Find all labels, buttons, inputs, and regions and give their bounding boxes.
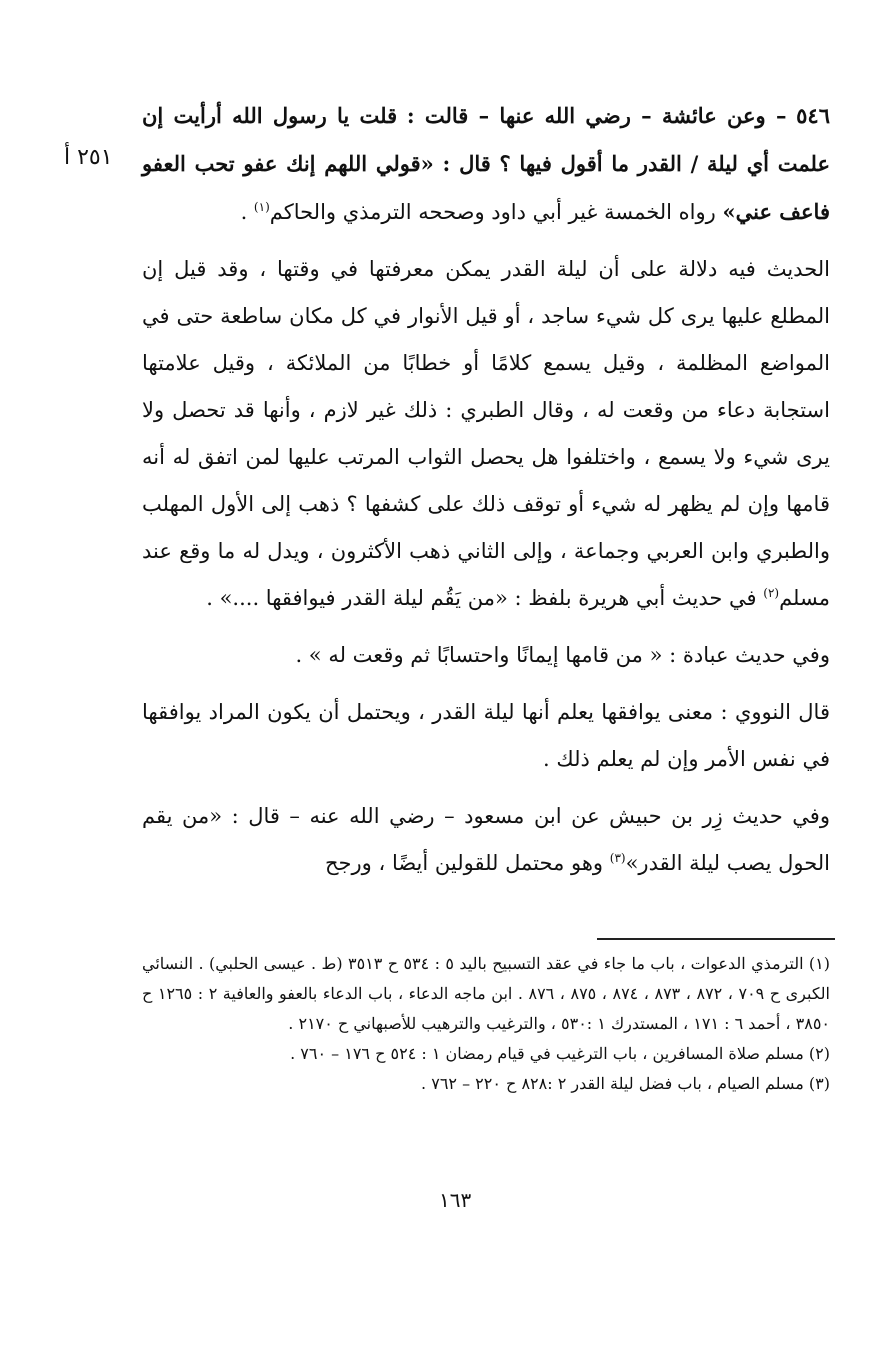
footnote-1: (١) الترمذي الدعوات ، باب ما جاء في عقد التسبيح باليد ٥ : ٥٣٤ ح ٣٥١٣ (ط . عيسى الحلبي) . النسائي الكبرى ح ٧٠٩ ، ٨٧٢ ، ٨٧٣ ، ٨٧٤ ، ٨٧٥ ، ٨٧٦ . ابن ماجه الدعاء ، باب الدعاء بالعفو والعافية ٢ : ١٢٦٥ ح ٣٨٥٠ ، أحمد ٦ : ١٧١ ، المستدرك ١ :٥٣٠ ، والترغيب والترهيب للأصبهاني ح ٢١٧٠ . <box>142 954 831 1033</box>
footnote-3: (٣) مسلم الصيام ، باب فضل ليلة القدر ٢ :٨٢٨ ح ٢٢٠ – ٧٦٢ . <box>421 1074 830 1093</box>
commentary-paragraph-1 <box>142 246 830 622</box>
footnote-marker-3: (٣) <box>609 851 626 865</box>
commentary-1-text: الحديث فيه دلالة على أن ليلة القدر يمكن معرفتها في وقتها ، وقد قيل إن المطلع عليها يرى كل شيء ساجد ، أو قيل الأنوار في كل مكان ساطعة حتى في المواضع المظلمة ، وقيل يسمع كلامًا أو خطابًا من الملائكة ، وقيل علامتها استجابة دعاء من وقعت له ، وقال الطبري : ذلك غير لازم ، وأنها قد تحصل ولا يرى شيء ولا يسمع ، واختلفوا هل يحصل الثواب المرتب عليها لمن اتفق له أنه قامها وإن لم يظهر له شيء أو توقف ذلك على كشفها ؟ ذهب إلى الأول المهلب والطبري وابن العربي وجماعة ، وإلى الثاني ذهب الأكثرون ، ويدل له ما وقع عند مسلم <box>142 257 830 610</box>
footnote-2: (٢) مسلم صلاة المسافرين ، باب الترغيب في قيام رمضان ١ : ٥٢٤ ح ١٧٦ – ٧٦٠ . <box>290 1044 830 1063</box>
hadith-end: . <box>240 200 254 224</box>
commentary-4-text: وفي حديث زِر بن حبيش عن ابن مسعود – رضي الله عنه – قال : «من يقم الحول يصب ليلة القدر» <box>142 804 830 875</box>
margin-manuscript-reference: ٢٥١ أ <box>64 145 113 170</box>
commentary-paragraph-2: وفي حديث عبادة : « من قامها إيمانًا واحتسابًا ثم وقعت له » . <box>295 643 830 667</box>
footnotes <box>142 949 830 1099</box>
footnote-marker-2: (٢) <box>763 586 780 600</box>
commentary-1-continuation: في حديث أبي هريرة بلفظ : «من يَقُم ليلة القدر فيوافقها ....» . <box>206 586 757 610</box>
commentary-4-continuation: وهو محتمل للقولين أيضًا ، ورجح <box>325 851 604 875</box>
main-text <box>142 92 830 887</box>
commentary-paragraph-3: قال النووي : معنى يوافقها يعلم أنها ليلة القدر ، ويحتمل أن يكون المراد يوافقها في نفس الأمر وإن لم يعلم ذلك . <box>142 700 830 771</box>
hadith-intro: – وعن عائشة – رضي الله عنها – قالت : <box>406 103 787 128</box>
hadith-source: رواه الخمسة غير أبي داود وصححه الترمذي والحاكم <box>269 200 716 224</box>
hadith-paragraph <box>142 92 830 236</box>
hadith-text: قلت يا رسول الله أرأيت إن علمت أي ليلة / القدر ما أقول فيها ؟ قال : «قولي اللهم إنك عفو تحب العفو فاعف عني» <box>142 103 830 224</box>
page-number: ١٦٣ <box>439 1188 472 1212</box>
footnote-marker-1: (١) <box>253 200 270 214</box>
footnote-separator <box>597 938 835 940</box>
commentary-paragraph-4 <box>142 793 830 887</box>
hadith-number: ٥٤٦ <box>796 103 830 128</box>
